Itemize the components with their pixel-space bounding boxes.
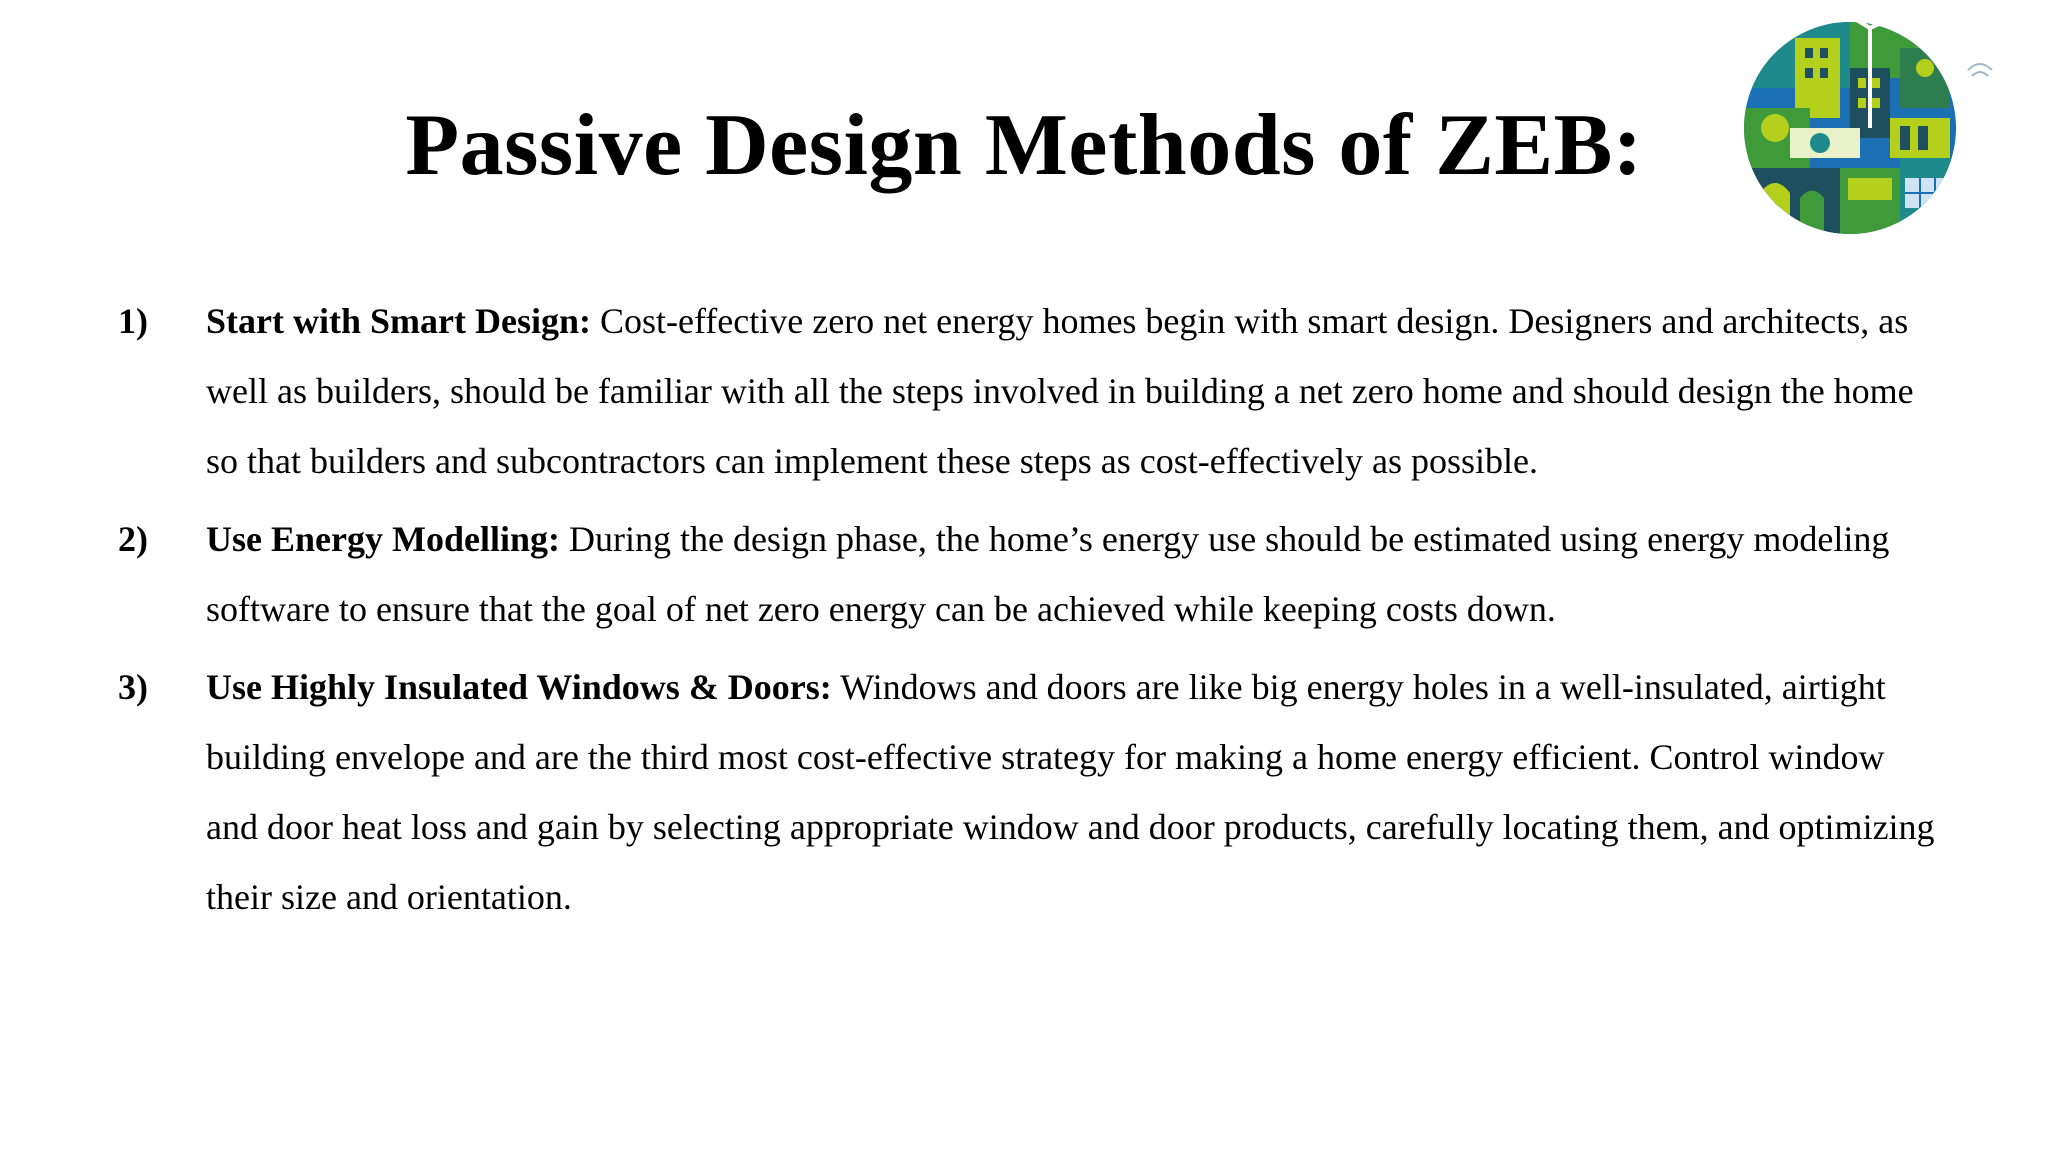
method-heading: Use Highly Insulated Windows & Doors:: [206, 667, 832, 707]
sustainable-city-icon: [1700, 8, 2000, 240]
method-body: During the design phase, the home’s energy use should be estimated using energy modeling software to ensure that the goal of net zero energy can be achieved while keeping costs down.: [206, 519, 1890, 629]
method-body: Windows and doors are like big energy holes in a well-insulated, airtight building envelope and are the third most cost-effective strategy for making a home energy efficient. Control window and door heat loss and gain by selecting appropriate window and door products, carefully locating them, and optimizing their size and orientation.: [206, 667, 1935, 917]
method-item-1: [118, 286, 1938, 496]
method-item-2: [118, 504, 1938, 644]
method-number: 2): [118, 519, 148, 559]
method-number: 1): [118, 301, 148, 341]
method-heading: Use Energy Modelling:: [206, 519, 560, 559]
method-number: 3): [118, 667, 148, 707]
slide-title: Passive Design Methods of ZEB:: [405, 97, 1643, 194]
method-body: Cost-effective zero net energy homes begin with smart design. Designers and architects, as well as builders, should be familiar with all the steps involved in building a net zero home and should design the home so that builders and subcontractors can implement these steps as cost-effectively as possible.: [206, 301, 1914, 481]
method-item-3: [118, 652, 1938, 932]
method-heading: Start with Smart Design:: [206, 301, 591, 341]
method-list: [118, 286, 1938, 940]
